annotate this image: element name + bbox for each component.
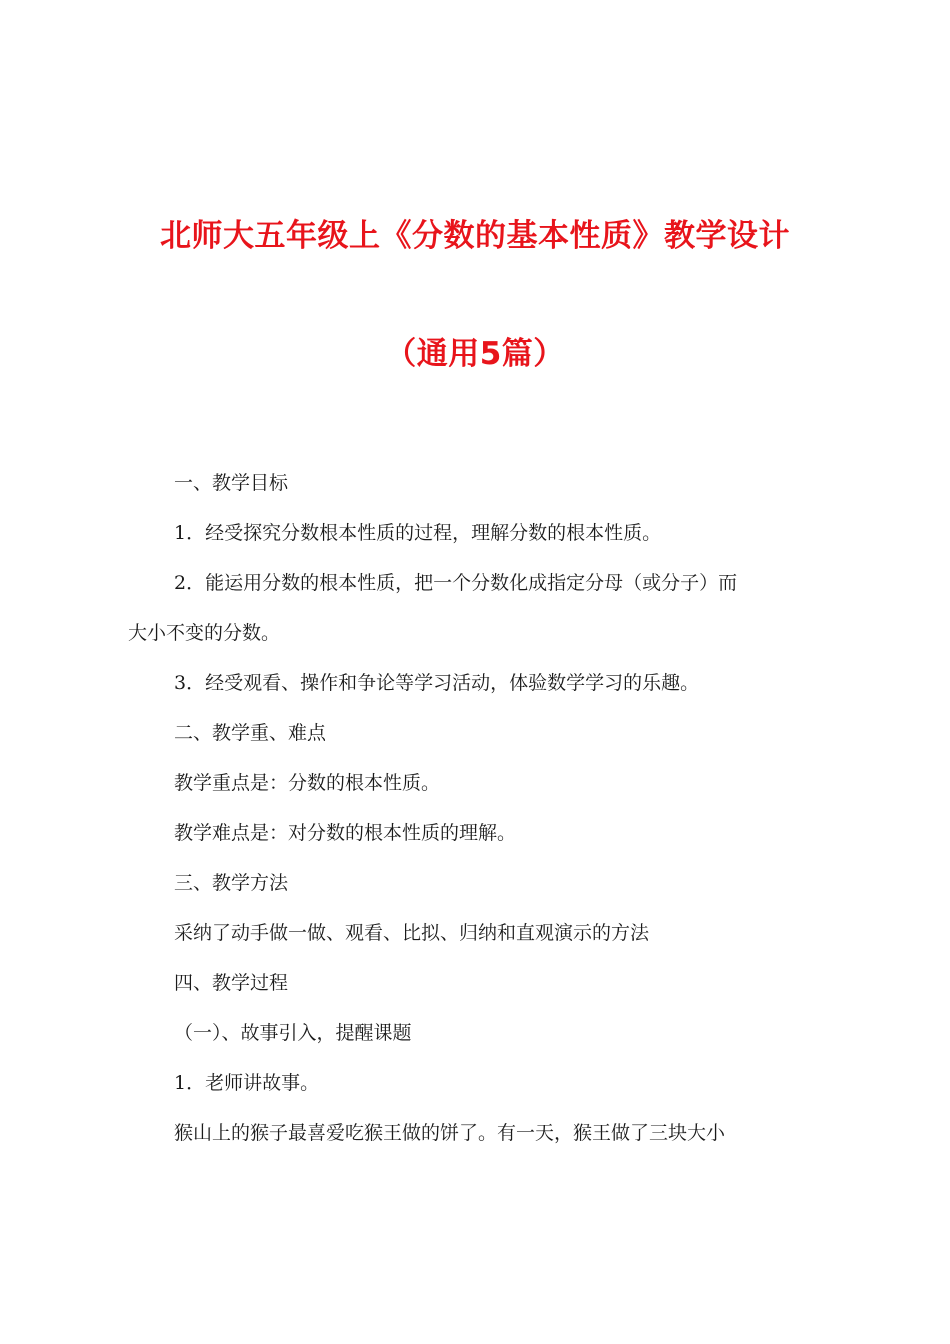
paragraph: 1．经受探究分数根本性质的过程，理解分数的根本性质。 <box>174 522 662 544</box>
document-subtitle: （通用5篇） <box>385 336 565 372</box>
section-heading-process: 四、教学过程 <box>174 972 289 994</box>
section-heading-key-points: 二、教学重、难点 <box>174 722 327 744</box>
paragraph-continuation: 大小不变的分数。 <box>128 622 281 644</box>
section-heading-methods: 三、教学方法 <box>174 872 289 894</box>
paragraph: 猴山上的猴子最喜爱吃猴王做的饼了。有一天，猴王做了三块大小 <box>174 1122 726 1144</box>
section-heading-goals: 一、教学目标 <box>174 472 289 494</box>
paragraph: 2．能运用分数的根本性质，把一个分数化成指定分母（或分子）而 <box>174 572 738 594</box>
subsection-heading: （一）、故事引入，提醒课题 <box>174 1022 412 1044</box>
paragraph: 3．经受观看、操作和争论等学习活动，体验数学学习的乐趣。 <box>174 672 700 694</box>
paragraph: 教学难点是：对分数的根本性质的理解。 <box>174 822 517 844</box>
paragraph: 采纳了动手做一做、观看、比拟、归纳和直观演示的方法 <box>174 922 650 944</box>
paragraph: 教学重点是：分数的根本性质。 <box>174 772 441 794</box>
document-title: 北师大五年级上《分数的基本性质》教学设计 <box>160 218 790 254</box>
paragraph: 1．老师讲故事。 <box>174 1072 320 1094</box>
